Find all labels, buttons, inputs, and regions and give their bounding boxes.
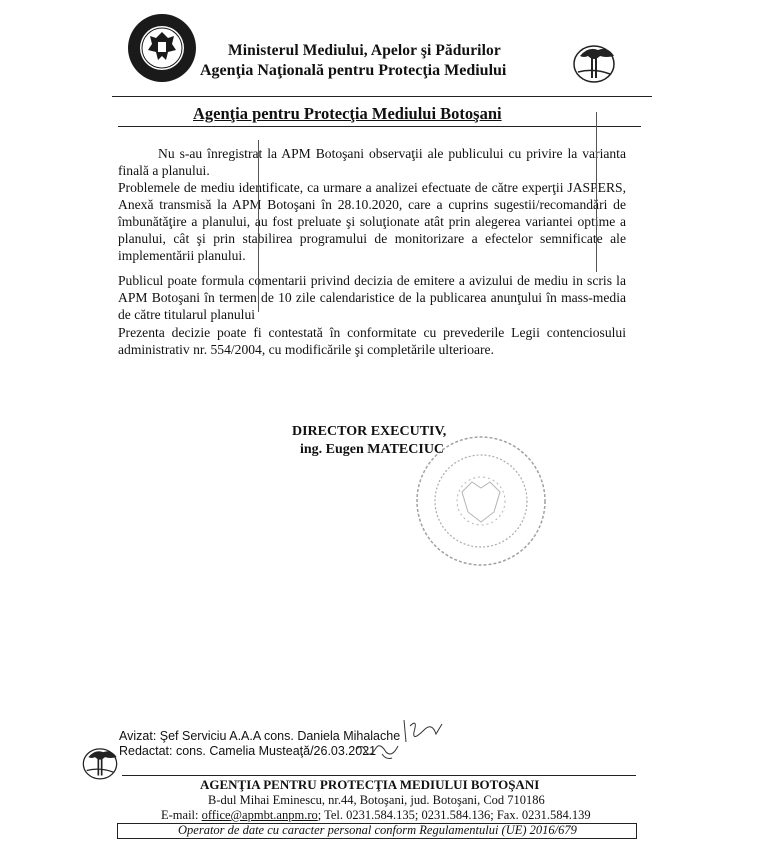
ministry-name: Ministerul Mediului, Apelor şi Pădurilor [228, 42, 501, 59]
paragraph-public-comments: Publicul poate formula comentarii privind decizia de emitere a avizului de mediu in scris la APM Botoşani în termen de 10 zile calendaristice de la publicarea anunţului în mass-media de către titularul planului [118, 273, 626, 322]
approved-by-note: Avizat: Şef Serviciu A.A.A cons. Daniela Mihalache [119, 729, 401, 743]
official-stamp-icon [412, 432, 550, 570]
footer-address: B-dul Mihai Eminescu, nr.44, Botoşani, jud. Botoşani, Cod 710186 [208, 793, 545, 807]
regional-agency-title: Agenţia pentru Protecţia Mediului Botoşani [193, 104, 502, 123]
paragraph-contest: Prezenta decizie poate fi contestată în conformitate cu prevederile Legii contenciosului administrativ nr. 554/2004, cu modificările şi completările ulterioare. [118, 325, 626, 357]
government-seal-icon [126, 12, 198, 84]
national-agency-name: Agenţia Naţională pentru Protecţia Mediului [200, 62, 507, 79]
tree-logo-icon [80, 744, 120, 782]
header-divider [112, 96, 652, 97]
tree-logo-icon [570, 42, 618, 84]
director-title: DIRECTOR EXECUTIV, [292, 424, 447, 439]
title-divider [118, 126, 641, 127]
paragraph-problems: Problemele de mediu identificate, ca urmare a analizei efectuate de către experţii JASPERS, Anexă transmisă la APM Botoşani în 28.10.2020, care a cuprins sugestii/recomandări de îmbunătăţire a planului, au fost preluate şi soluţionate atât prin alegerea variantei optime a planului, cât şi prin stabilirea programului de monitorizare a efectelor semnificate ale implementării planului. [118, 180, 626, 263]
footer-divider [122, 775, 636, 776]
paragraph-observations: Nu s-au înregistrat la APM Botoşani observaţii ale publicului cu privire la varianta finală a planului. [118, 146, 626, 178]
footer-contact [161, 808, 591, 823]
contact-prefix: E-mail: [161, 808, 202, 822]
data-operator-note: Operator de date cu caracter personal conform Regulamentului (UE) 2016/679 [178, 823, 577, 837]
director-name: ing. Eugen MATECIUC [300, 442, 445, 457]
email-link[interactable]: office@apmbt.anpm.ro [201, 808, 318, 822]
signature-scribble [352, 738, 404, 762]
contact-phones: ; Tel. 0231.584.135; 0231.584.136; Fax. 0231.584.139 [317, 808, 591, 822]
footer-org-name: AGENŢIA PENTRU PROTECŢIA MEDIULUI BOTOŞANI [200, 777, 540, 792]
drafted-by-note: Redactat: cons. Camelia Musteaţă/26.03.2021 [119, 744, 377, 758]
scan-artifact-line [258, 140, 259, 312]
scan-artifact-line [596, 112, 597, 272]
